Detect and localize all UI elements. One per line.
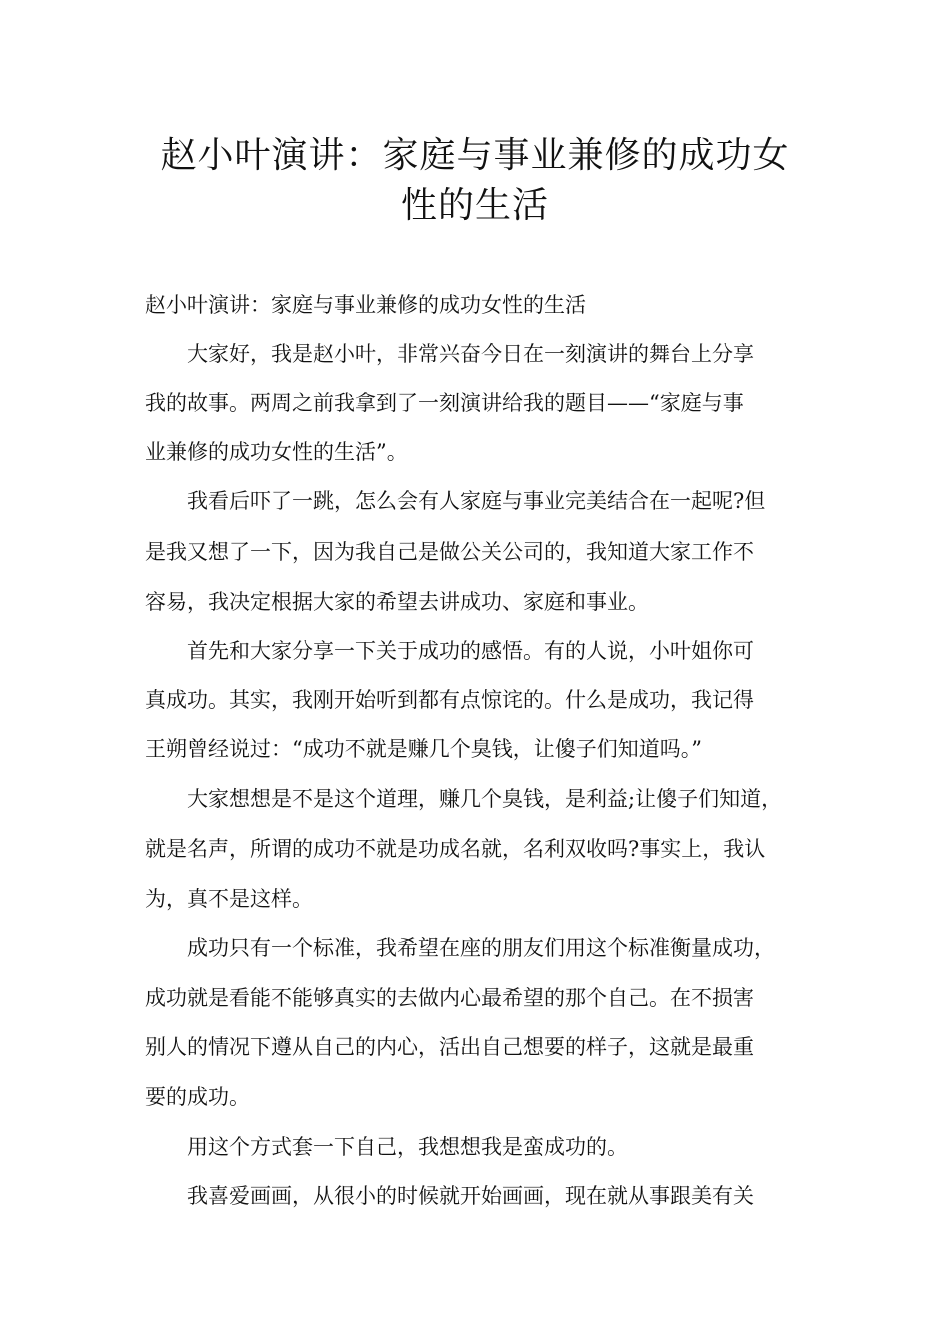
- paragraph-line: 大家想想是不是这个道理，赚几个臭钱，是利益;让傻子们知道，: [145, 787, 783, 811]
- paragraph-line: 我的故事。两周之前我拿到了一刻演讲给我的题目——“家庭与事: [145, 391, 744, 415]
- paragraph-line: 要的成功。: [145, 1085, 250, 1109]
- paragraph-line: 用这个方式套一下自己，我想想我是蛮成功的。: [145, 1135, 628, 1159]
- paragraph-line: 容易，我决定根据大家的希望去讲成功、家庭和事业。: [145, 590, 649, 614]
- paragraph-line: 成功只有一个标准，我希望在座的朋友们用这个标准衡量成功，: [145, 936, 775, 960]
- document-title-line-1: 赵小叶演讲：家庭与事业兼修的成功女: [160, 135, 790, 176]
- paragraph-line: 就是名声，所谓的成功不就是功成名就，名利双收吗?事实上，我认: [145, 837, 766, 861]
- paragraph-line: 别人的情况下遵从自己的内心，活出自己想要的样子，这就是最重: [145, 1035, 754, 1059]
- paragraph-line: 王朔曾经说过：“成功不就是赚几个臭钱，让傻子们知道吗。”: [145, 737, 702, 761]
- paragraph-line: 是我又想了一下，因为我自己是做公关公司的，我知道大家工作不: [145, 540, 754, 564]
- subtitle-line: 赵小叶演讲：家庭与事业兼修的成功女性的生活: [145, 293, 586, 317]
- paragraph-line: 成功就是看能不能够真实的去做内心最希望的那个自己。在不损害: [145, 986, 754, 1010]
- paragraph-line: 我看后吓了一跳，怎么会有人家庭与事业完美结合在一起呢?但: [145, 489, 766, 513]
- paragraph-line: 首先和大家分享一下关于成功的感悟。有的人说，小叶姐你可: [145, 639, 754, 663]
- paragraph-line: 为，真不是这样。: [145, 887, 313, 911]
- paragraph-line: 业兼修的成功女性的生活”。: [145, 440, 408, 464]
- paragraph-line: 我喜爱画画，从很小的时候就开始画画，现在就从事跟美有关: [145, 1184, 754, 1208]
- document-title-line-2: 性的生活: [400, 185, 549, 226]
- paragraph-line: 真成功。其实，我刚开始听到都有点惊诧的。什么是成功，我记得: [145, 688, 754, 712]
- paragraph-line: 大家好，我是赵小叶，非常兴奋今日在一刻演讲的舞台上分享: [145, 342, 754, 366]
